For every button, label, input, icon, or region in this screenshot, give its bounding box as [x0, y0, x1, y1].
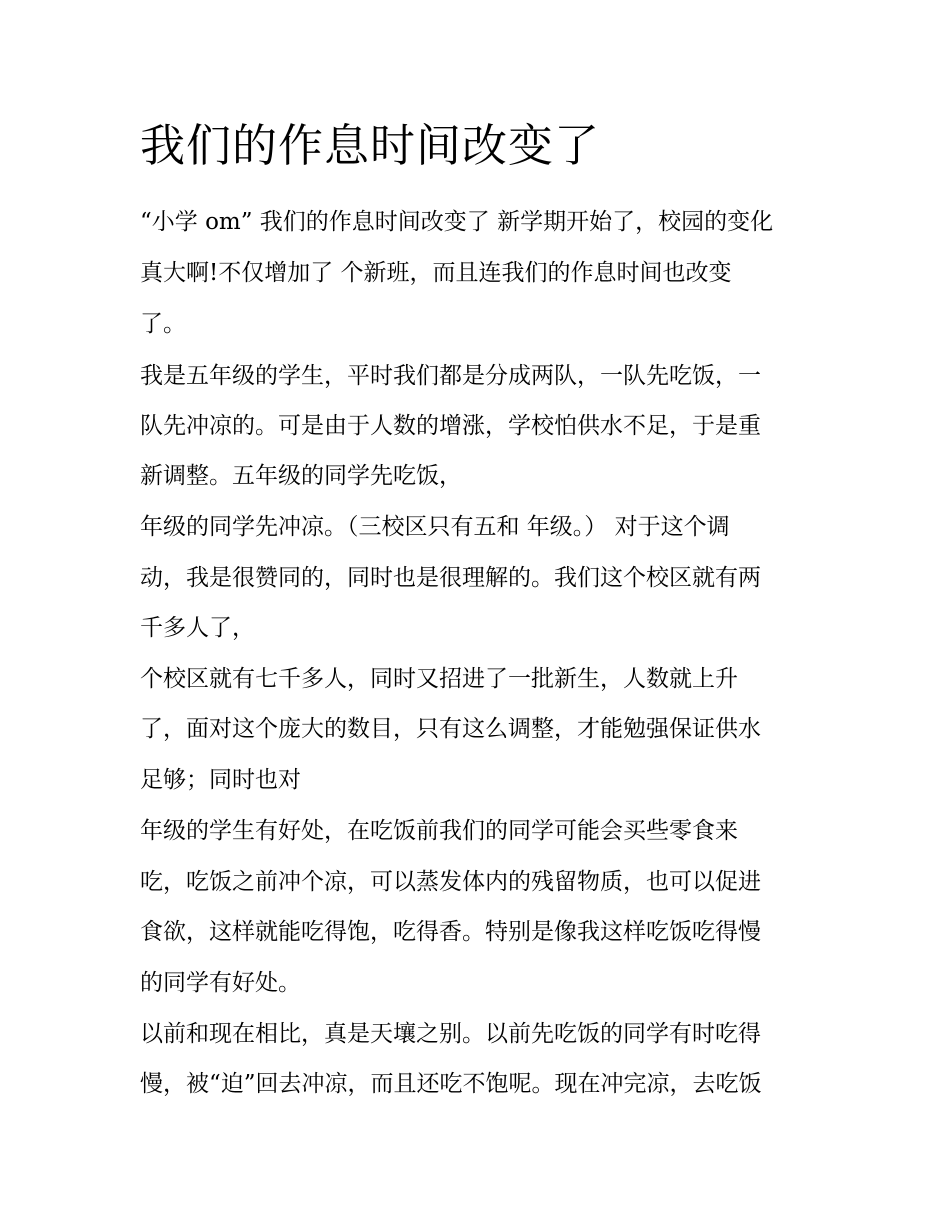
text-line: 千多人了， — [140, 615, 255, 641]
text-line: 了，面对这个庞大的数目，只有这么调整，才能勉强保证供水 — [140, 716, 761, 742]
text-line: 我是五年级的学生，平时我们都是分成两队，一队先吃饭，一 — [140, 363, 761, 389]
text-line: 以前和现在相比，真是天壤之别。以前先吃饭的同学有时吃得 — [140, 1021, 761, 1047]
text-line: 动，我是很赞同的，同时也是很理解的。我们这个校区就有两 — [140, 565, 761, 591]
document-title: 我们的作息时间改变了 — [140, 119, 601, 172]
text-line: 队先冲凉的。可是由于人数的增涨，学校怕供水不足，于是重 — [140, 413, 761, 439]
text-line: 足够；同时也对 — [140, 767, 301, 793]
text-line: “小学 om” 我们的作息时间改变了 新学期开始了，校园的变化 — [140, 209, 774, 235]
text-line: 食欲，这样就能吃得饱，吃得香。特别是像我这样吃饭吃得慢 — [140, 919, 761, 945]
text-line: 个校区就有七千多人，同时又招进了一批新生，人数就上升 — [140, 666, 738, 692]
text-line: 年级的同学先冲凉。（三校区只有五和 年级。） 对于这个调 — [140, 514, 730, 540]
text-line: 慢，被“迫”回去冲凉，而且还吃不饱呢。现在冲完凉，去吃饭 — [140, 1071, 762, 1097]
text-line: 新调整。五年级的同学先吃饭， — [140, 463, 462, 489]
text-line: 的同学有好处。 — [140, 970, 301, 996]
text-line: 吃，吃饭之前冲个凉，可以蒸发体内的残留物质，也可以促进 — [140, 869, 761, 895]
text-line: 年级的学生有好处，在吃饭前我们的同学可能会买些零食来 — [140, 818, 738, 844]
text-line: 真大啊!不仅增加了 个新班，而且连我们的作息时间也改变 — [140, 260, 732, 286]
text-line: 了。 — [140, 311, 186, 337]
